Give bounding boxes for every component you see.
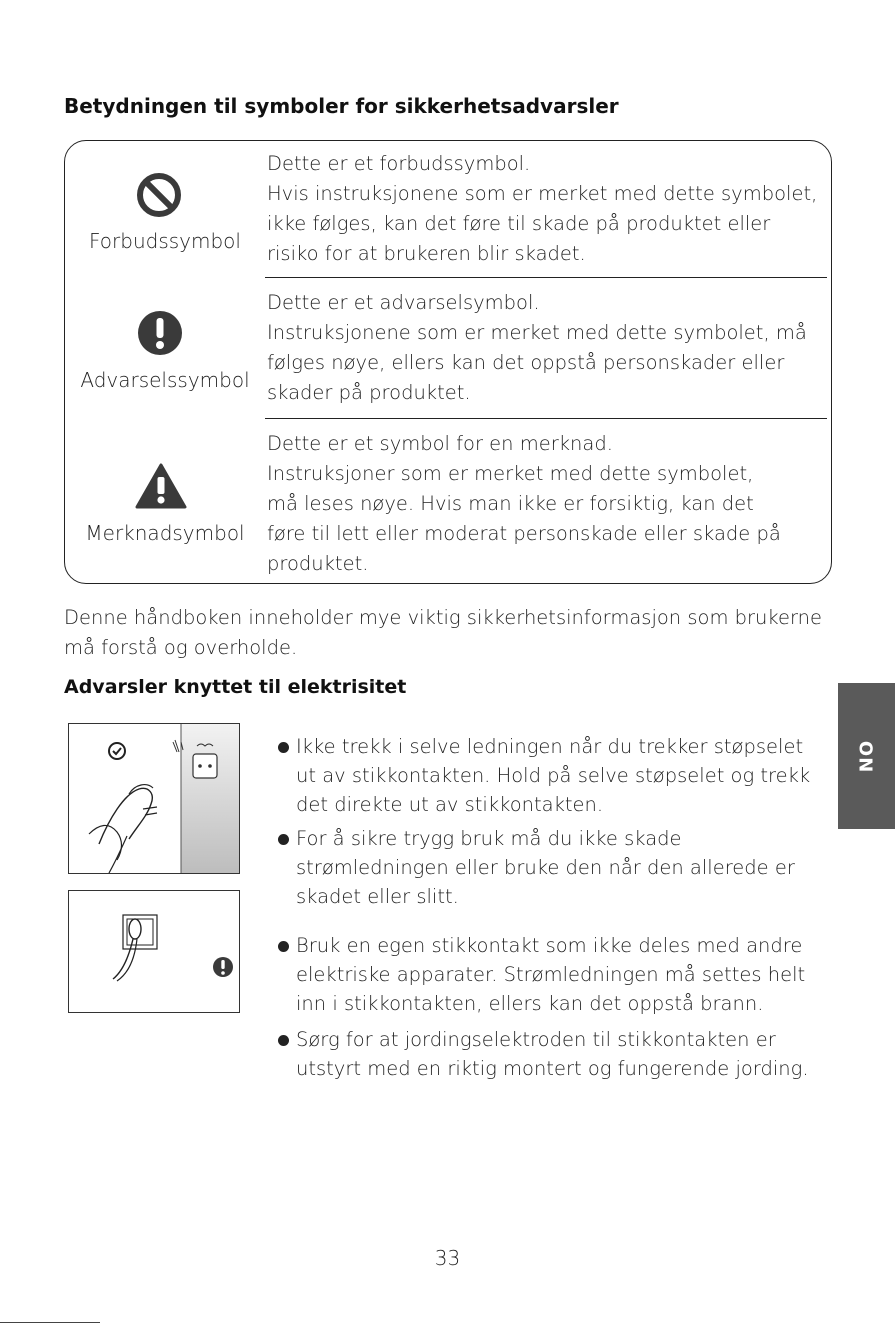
unplug-drawing — [69, 724, 239, 873]
symbol-label: Advarselssymbol — [80, 368, 250, 392]
bullet-icon — [278, 834, 289, 845]
bullet-icon — [278, 941, 289, 952]
page-number: 33 — [434, 1246, 461, 1270]
bullet-icon — [278, 742, 289, 753]
intro-paragraph: Denne håndboken inneholder mye viktig sikkerhetsinformasjon som brukerne må forstå og overholde. — [64, 606, 823, 659]
warning-exclamation-icon — [213, 957, 233, 977]
prohibition-icon — [137, 173, 181, 217]
symbol-description: Dette er et advarselsymbol. Instruksjonene som er merket med dette symbolet, må følges nøye, ellers kan det oppstå personskader eller skader på produktet. — [267, 291, 807, 404]
warning-exclamation-icon — [137, 310, 183, 356]
symbol-row-warning — [65, 280, 831, 418]
section-title-symbols: Betydningen til symboler for sikkerhetsadvarsler — [64, 94, 619, 118]
caution-triangle-icon — [135, 463, 187, 509]
prohibition-icon — [109, 743, 125, 759]
symbol-legend-box — [64, 140, 832, 584]
illustration-socket — [68, 890, 240, 1013]
illustration-unplug — [68, 723, 240, 874]
symbol-row-caution — [65, 421, 831, 581]
socket-drawing — [69, 891, 239, 1012]
symbol-description: Dette er et symbol for en merknad. Instruksjoner som er merket med dette symbolet, må leses nøye. Hvis man ikke er forsiktig, kan det føre til lett eller moderat personskade eller skade på produktet. — [267, 432, 781, 575]
symbol-row-prohibition — [65, 141, 831, 279]
footer-rule — [0, 1322, 100, 1323]
row-divider — [265, 418, 827, 419]
language-tab — [838, 683, 895, 829]
section-title-electricity: Advarsler knyttet til elektrisitet — [64, 676, 407, 698]
language-code: NO — [856, 739, 877, 773]
symbol-label: Forbudssymbol — [89, 229, 241, 253]
row-divider — [265, 277, 827, 278]
symbol-label: Merknadsymbol — [85, 521, 245, 545]
bullet-icon — [278, 1035, 289, 1046]
symbol-description: Dette er et forbudssymbol. Hvis instruksjonene som er merket med dette symbolet, ikke følges, kan det føre til skade på produktet eller risiko for at brukeren blir skadet. — [267, 152, 818, 265]
